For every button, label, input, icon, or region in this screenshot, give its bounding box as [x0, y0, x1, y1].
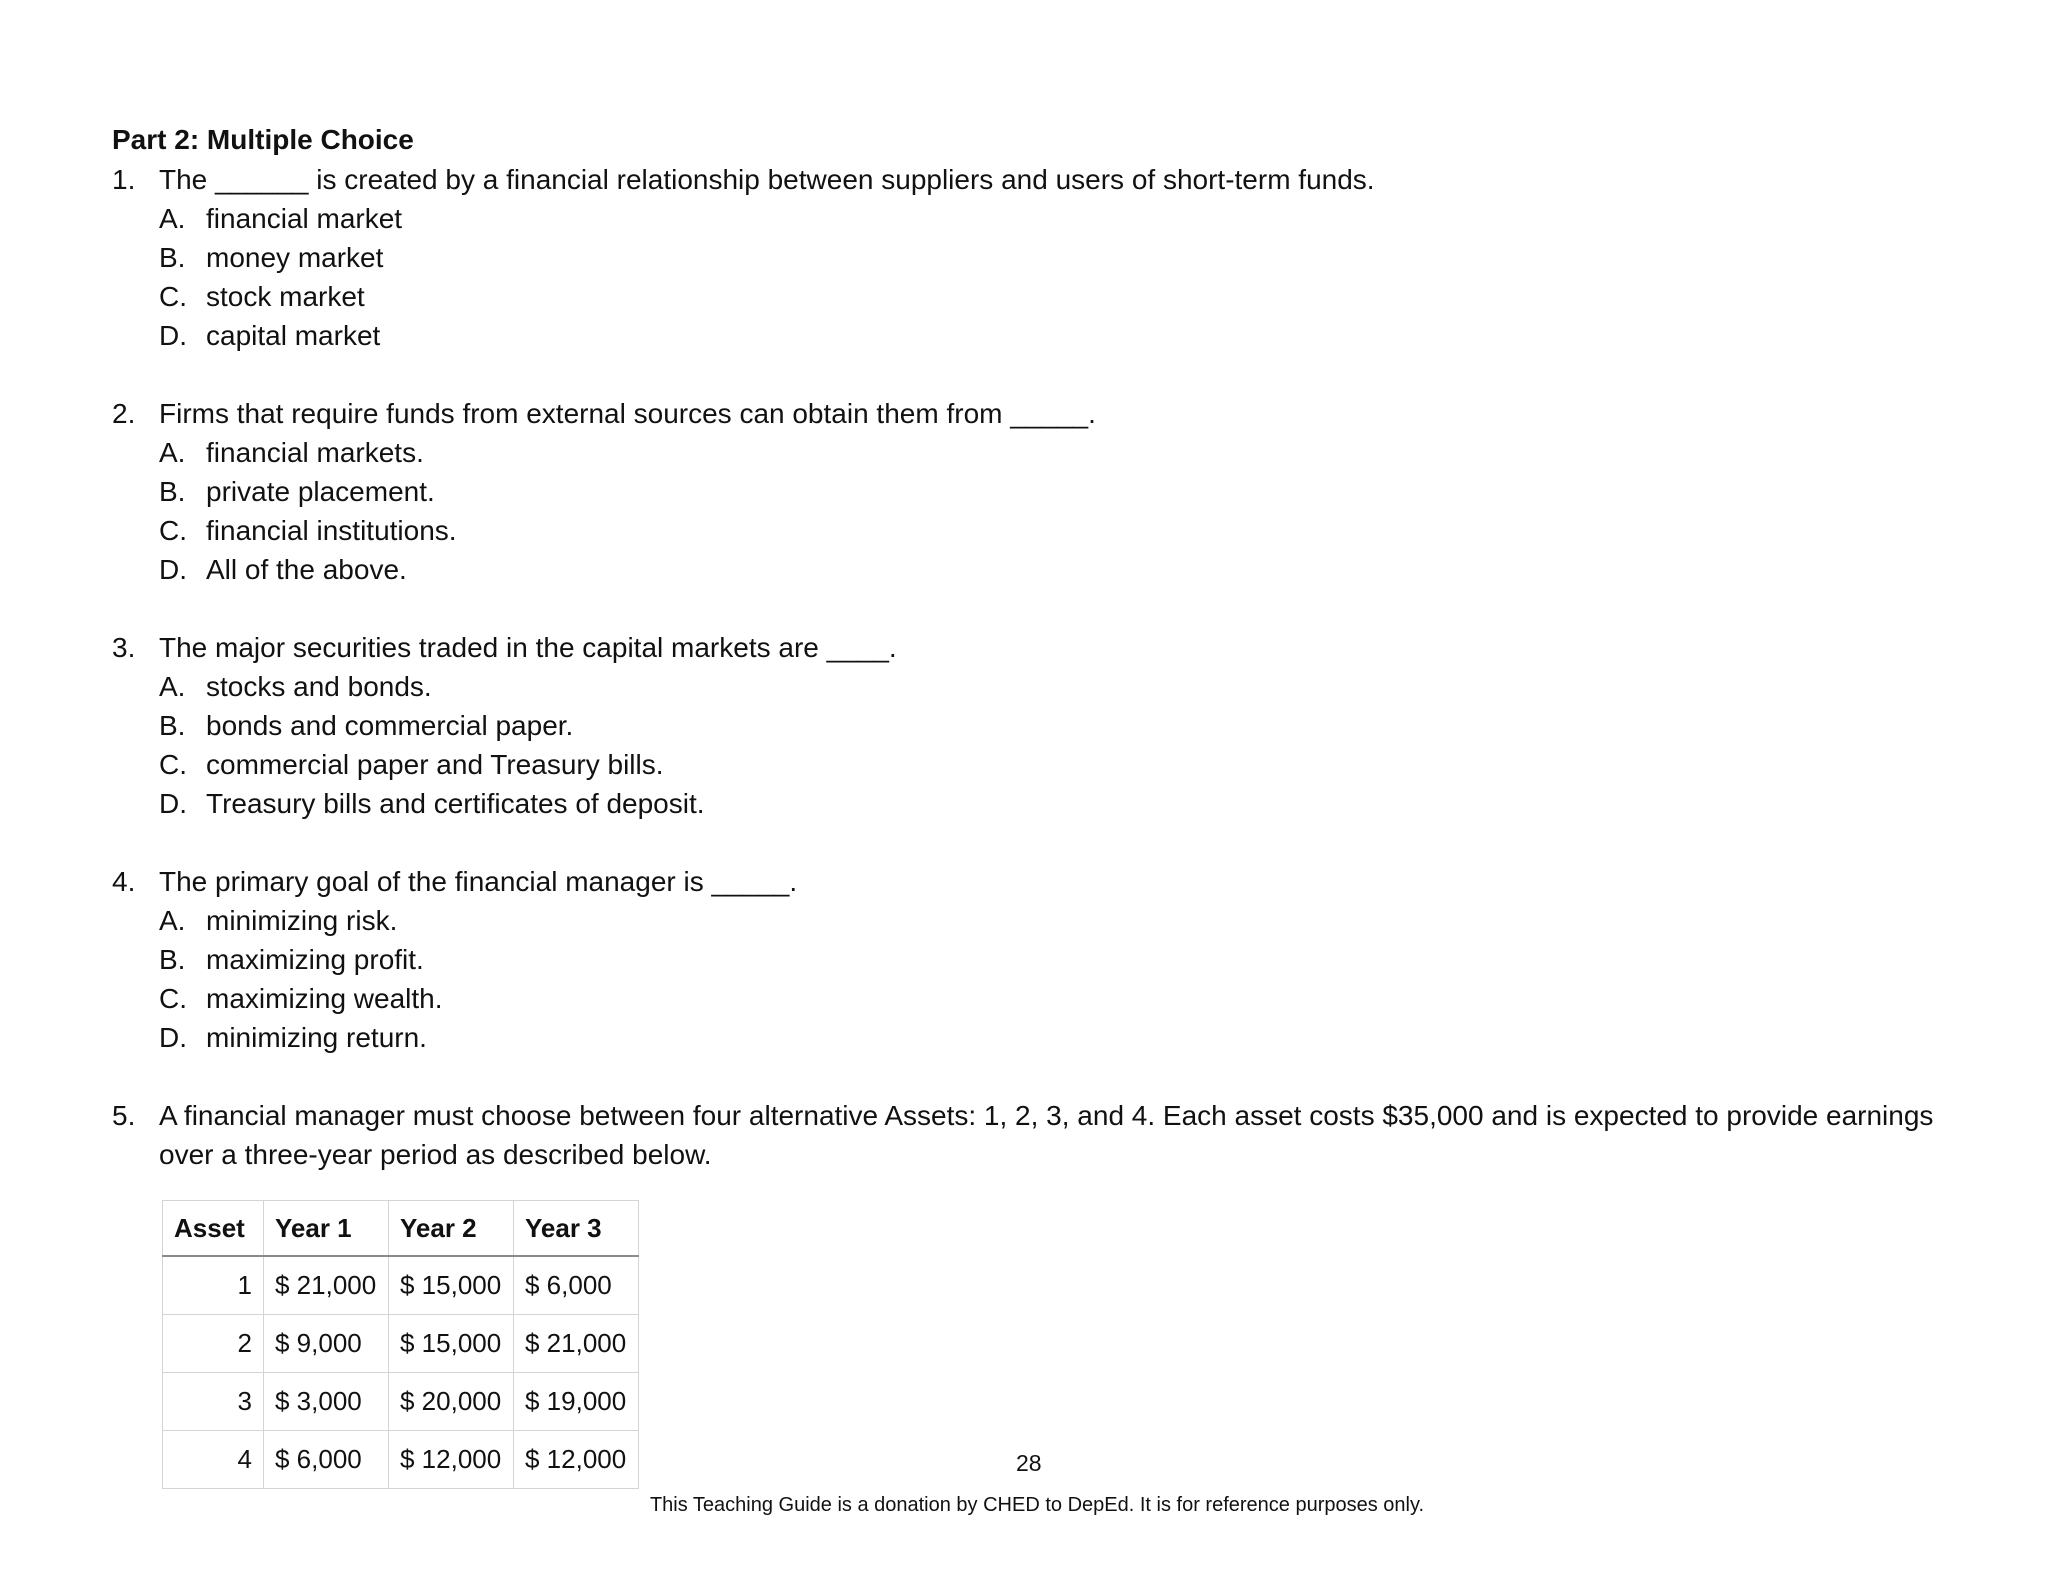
option-letter: B.: [159, 242, 186, 273]
option-a: [159, 433, 1972, 472]
header-asset: Asset: [163, 1201, 264, 1257]
cell-year-1: $ 21,000: [264, 1256, 389, 1315]
header-year-2: Year 2: [389, 1201, 514, 1257]
question-4: [112, 862, 1972, 1057]
table-row: [163, 1315, 639, 1373]
option-text: financial market: [206, 203, 403, 234]
table-row: [163, 1256, 639, 1315]
option-letter: D.: [159, 554, 187, 585]
cell-year-2: $ 12,000: [389, 1431, 514, 1489]
question-text: The ______ is created by a financial relationship between suppliers and users of short-term funds.: [159, 164, 1375, 195]
option-text: maximizing wealth.: [206, 983, 443, 1014]
question-2: [112, 394, 1972, 589]
option-text: stock market: [206, 281, 365, 312]
cell-year-2: $ 15,000: [389, 1315, 514, 1373]
option-letter: B.: [159, 476, 186, 507]
option-b: [159, 940, 1972, 979]
table-row: [163, 1373, 639, 1431]
option-text: financial institutions.: [206, 515, 457, 546]
table-header-row: [163, 1201, 639, 1257]
option-d: [159, 784, 1972, 823]
option-text: bonds and commercial paper.: [206, 710, 574, 741]
option-c: [159, 277, 1972, 316]
option-d: [159, 550, 1972, 589]
option-list: [159, 667, 1972, 823]
option-letter: C.: [159, 281, 187, 312]
option-text: All of the above.: [206, 554, 407, 585]
option-letter: A.: [159, 203, 186, 234]
option-list: [159, 433, 1972, 589]
document-body: [112, 120, 1972, 1489]
option-text: maximizing profit.: [206, 944, 424, 975]
option-a: [159, 199, 1972, 238]
option-b: [159, 238, 1972, 277]
option-text: stocks and bonds.: [206, 671, 432, 702]
cell-year-1: $ 6,000: [264, 1431, 389, 1489]
question-5: [112, 1096, 1972, 1489]
option-letter: C.: [159, 749, 187, 780]
question-text: A financial manager must choose between four alternative Assets: 1, 2, 3, and 4. Each asset costs $35,000 and is expected to provide earnings over a three-year period as described below.: [159, 1100, 1934, 1170]
section-title: Part 2: Multiple Choice: [112, 124, 414, 155]
option-a: [159, 901, 1972, 940]
option-text: private placement.: [206, 476, 435, 507]
option-b: [159, 472, 1972, 511]
header-year-1: Year 1: [264, 1201, 389, 1257]
question-1: [112, 160, 1972, 355]
option-text: capital market: [206, 320, 381, 351]
question-number: 3.: [112, 632, 136, 663]
option-b: [159, 706, 1972, 745]
option-a: [159, 667, 1972, 706]
option-letter: D.: [159, 320, 187, 351]
cell-year-3: $ 21,000: [514, 1315, 639, 1373]
cell-year-3: $ 12,000: [514, 1431, 639, 1489]
cell-asset: 3: [163, 1373, 264, 1431]
option-letter: C.: [159, 515, 187, 546]
option-letter: D.: [159, 788, 187, 819]
cell-year-1: $ 3,000: [264, 1373, 389, 1431]
option-c: [159, 511, 1972, 550]
option-list: [159, 901, 1972, 1057]
asset-earnings-table: [162, 1200, 639, 1489]
question-text: Firms that require funds from external sources can obtain them from _____.: [159, 398, 1096, 429]
cell-year-1: $ 9,000: [264, 1315, 389, 1373]
option-letter: A.: [159, 905, 186, 936]
option-text: commercial paper and Treasury bills.: [206, 749, 664, 780]
option-letter: A.: [159, 671, 186, 702]
table-row: [163, 1431, 639, 1489]
page-footer: This Teaching Guide is a donation by CHED to DepEd. It is for reference purposes only.: [649, 1494, 1425, 1516]
option-letter: B.: [159, 710, 186, 741]
option-text: money market: [206, 242, 384, 273]
question-number: 2.: [112, 398, 136, 429]
option-text: Treasury bills and certificates of deposit.: [206, 788, 705, 819]
option-text: financial markets.: [206, 437, 424, 468]
question-number: 5.: [112, 1100, 136, 1131]
option-d: [159, 1018, 1972, 1057]
question-number: 4.: [112, 866, 136, 897]
option-text: minimizing return.: [206, 1022, 427, 1053]
question-3: [112, 628, 1972, 823]
option-list: [159, 199, 1972, 355]
option-letter: B.: [159, 944, 186, 975]
cell-year-2: $ 20,000: [389, 1373, 514, 1431]
cell-asset: 4: [163, 1431, 264, 1489]
option-d: [159, 316, 1972, 355]
option-text: minimizing risk.: [206, 905, 398, 936]
question-number: 1.: [112, 164, 136, 195]
cell-year-2: $ 15,000: [389, 1256, 514, 1315]
cell-year-3: $ 19,000: [514, 1373, 639, 1431]
header-year-3: Year 3: [514, 1201, 639, 1257]
option-c: [159, 979, 1972, 1018]
cell-year-3: $ 6,000: [514, 1256, 639, 1315]
option-letter: D.: [159, 1022, 187, 1053]
cell-asset: 1: [163, 1256, 264, 1315]
option-letter: A.: [159, 437, 186, 468]
question-text: The primary goal of the financial manager is _____.: [159, 866, 798, 897]
cell-asset: 2: [163, 1315, 264, 1373]
page-number: 28: [1016, 1450, 1042, 1476]
option-letter: C.: [159, 983, 187, 1014]
question-text: The major securities traded in the capital markets are ____.: [159, 632, 897, 663]
option-c: [159, 745, 1972, 784]
